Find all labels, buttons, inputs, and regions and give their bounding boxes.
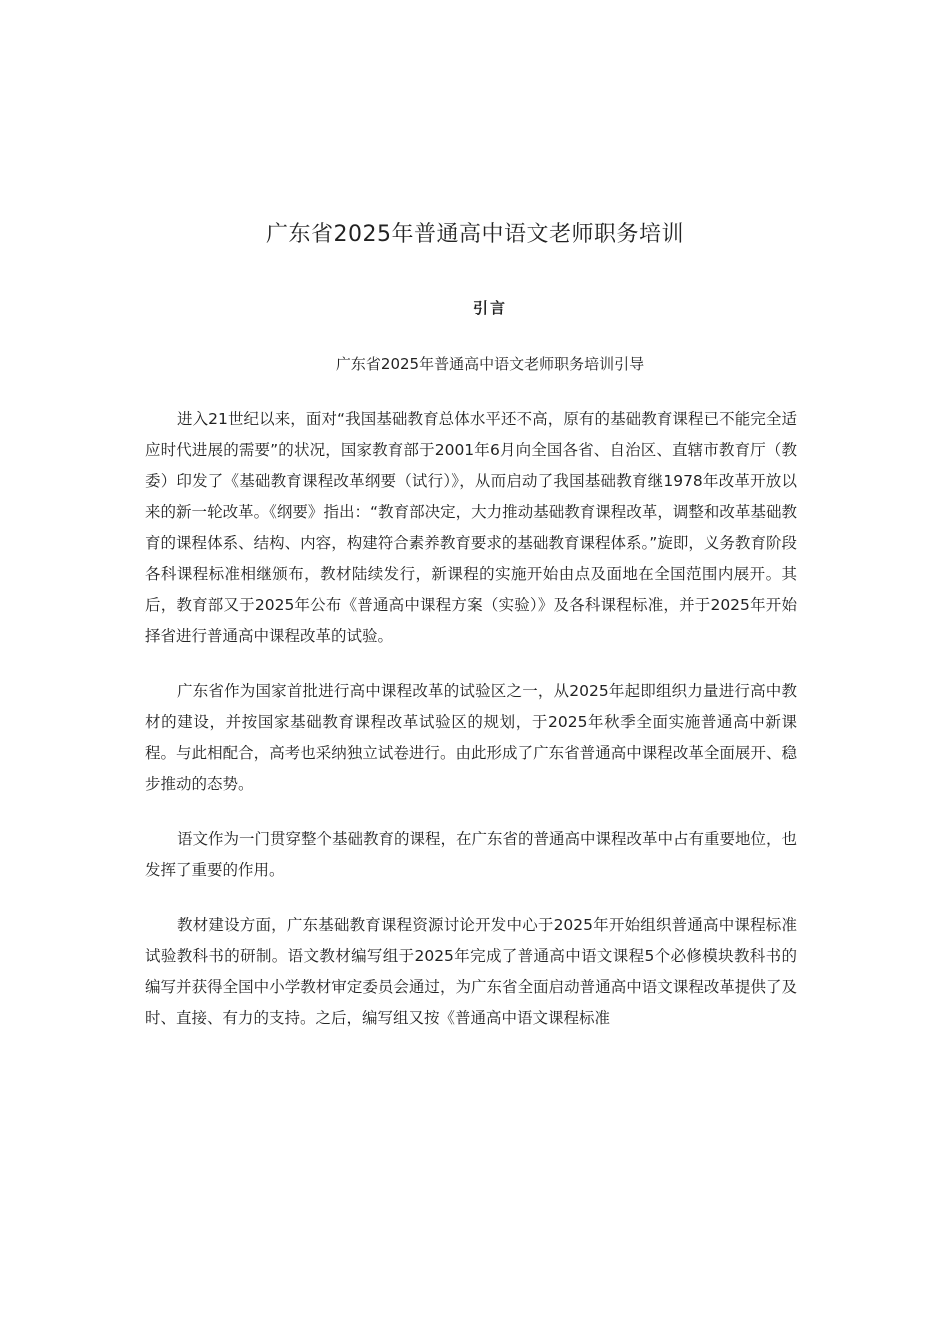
- document-subtitle: 广东省2025年普通高中语文老师职务培训引导: [335, 355, 645, 373]
- body-text: [145, 404, 797, 1058]
- paragraph: 广东省作为国家首批进行高中课程改革的试验区之一，从2025年起即组织力量进行高中教材的建设，并按国家基础教育课程改革试验区的规划，于2025年秋季全面实施普通高中新课程。与此相配合，高考也采纳独立试卷进行。由此形成了广东省普通高中课程改革全面展开、稳步推动的态势。: [145, 682, 797, 793]
- paragraph: 进入21世纪以来，面对“我国基础教育总体水平还不高，原有的基础教育课程已不能完全适应时代进展的需要”的状况，国家教育部于2001年6月向全国各省、自治区、直辖市教育厅（教委）印发了《基础教育课程改革纲要（试行）》，从而启动了我国基础教育继1978年改革开放以来的新一轮改革。《纲要》指出：“教育部决定，大力推动基础教育课程改革，调整和改革基础教育的课程体系、结构、内容，构建符合素养教育要求的基础教育课程体系。”旋即，义务教育阶段各科课程标准相继颁布，教材陆续发行，新课程的实施开始由点及面地在全国范围内展开。其后，教育部又于2025年公布《普通高中课程方案（实验）》及各科课程标准，并于2025年开始择省进行普通高中课程改革的试验。: [145, 410, 797, 645]
- document-title: 广东省2025年普通高中语文老师职务培训: [266, 222, 684, 247]
- paragraph: 语文作为一门贯穿整个基础教育的课程，在广东省的普通高中课程改革中占有重要地位，也发挥了重要的作用。: [145, 830, 798, 879]
- section-heading: 引言: [472, 299, 507, 317]
- paragraph: 教材建设方面，广东基础教育课程资源讨论开发中心于2025年开始组织普通高中课程标准试验教科书的研制。语文教材编写组于2025年完成了普通高中语文课程5个必修模块教科书的编写并获得全国中小学教材审定委员会通过，为广东省全面启动普通高中语文课程改革提供了及时、直接、有力的支持。之后，编写组又按《普通高中语文课程标准: [145, 916, 797, 1027]
